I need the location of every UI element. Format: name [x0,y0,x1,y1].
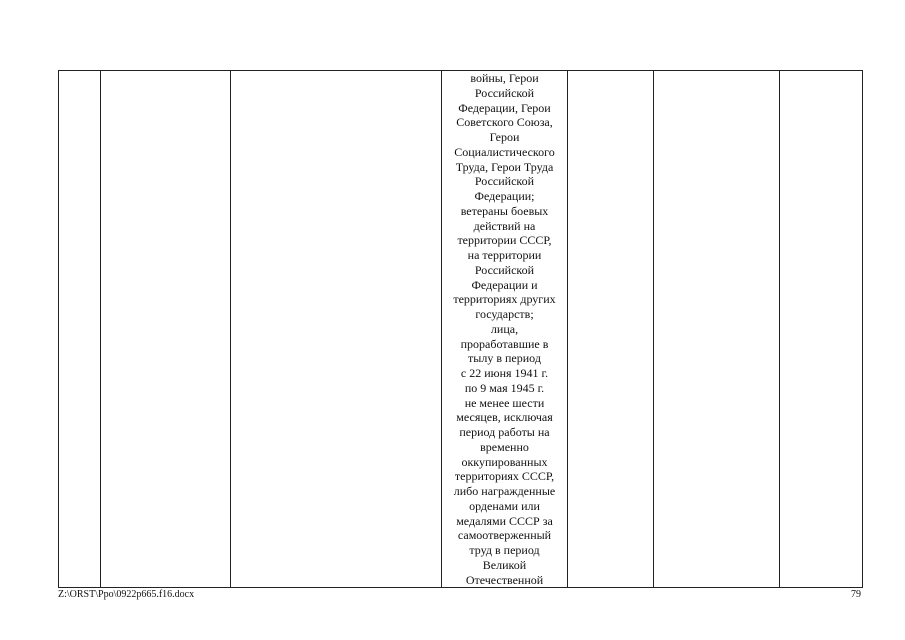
text-line: действий на [473,218,536,233]
table-cell-col7 [780,71,863,588]
text-line: Советского Союза, [456,115,553,130]
text-line: Великой [482,557,527,572]
text-line: проработавшие в [460,336,549,351]
text-line: временно [480,439,529,454]
text-line: Отечественной [465,572,544,587]
text-line: оккупированных [461,454,548,469]
text-line: Федерации, Герои [458,100,551,115]
footer-file-path: Z:\ORST\Ppo\0922p665.f16.docx [58,589,195,600]
table-cell-col2 [101,71,231,588]
text-line: территории СССР, [457,233,552,248]
text-line: самоотверженный [457,528,552,543]
text-line: с 22 июня 1941 г. [460,366,549,380]
text-line: период работы на [459,425,550,439]
table-cell-col3 [231,71,442,588]
text-line: медалями СССР за [456,513,553,528]
text-line: Российской [474,85,535,100]
footer-page-number: 79 [851,589,861,600]
text-line: ветераны боевых [460,203,549,218]
table-cell-col1 [59,71,101,588]
text-line: тылу в период [468,351,541,366]
text-line: либо награжденные [453,484,556,498]
content-table [58,70,863,588]
text-line: Социалистического [454,144,555,159]
text-line: государств; [475,307,534,321]
text-line: на территории [467,248,542,262]
text-line: не менее шести [464,395,545,410]
text-line: территориях других [453,292,556,307]
text-line: месяцев, исключая [456,410,553,425]
table-row [59,71,863,588]
table-cell-col5 [568,71,654,588]
text-line: орденами или [469,498,540,513]
text-line: территориях СССР, [454,469,555,484]
text-line: войны, Герои [470,71,539,85]
text-line: лица, [490,321,519,336]
table-cell-col4 [442,71,568,588]
text-line: по 9 мая 1945 г. [464,380,545,395]
text-line: Российской [474,262,535,277]
text-line: труд в период [469,543,540,557]
text-line: Федерации; [474,189,535,203]
text-line: Российской [474,174,535,189]
text-line: Федерации и [471,277,538,292]
text-line: Герои [489,130,520,144]
text-line: Труда, Герои Труда [455,159,554,174]
table-cell-col6 [654,71,780,588]
beneficiary-categories-text [442,71,567,587]
